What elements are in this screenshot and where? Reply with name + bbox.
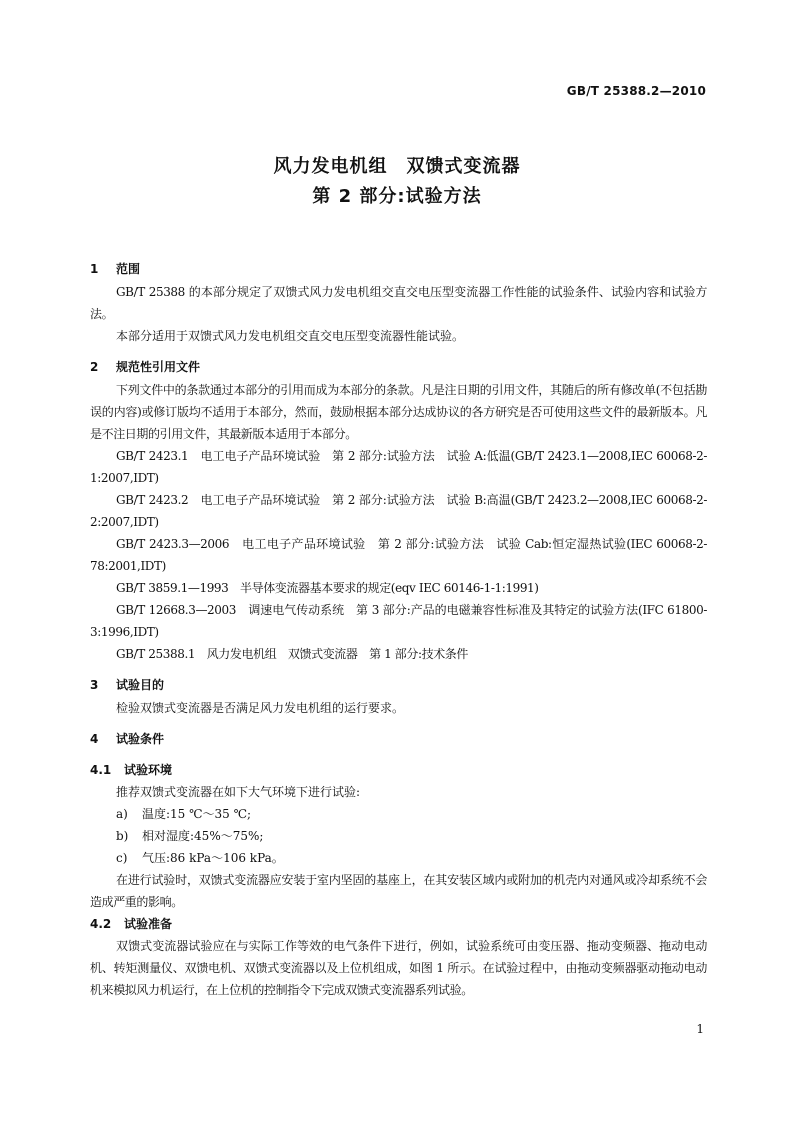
list-item — [90, 803, 707, 825]
list-text: 气压:86 kPa～106 kPa。 — [142, 851, 284, 865]
subsection-title: 试验环境 — [124, 763, 173, 777]
title-line-2: 第 2 部分:试验方法 — [312, 186, 482, 207]
list-marker: a) — [116, 807, 128, 821]
page-number: 1 — [696, 1022, 704, 1036]
list-text: 温度:15 ℃～35 ℃; — [142, 807, 252, 821]
list-marker: c) — [116, 851, 128, 865]
reference-item: GB/T 3859.1—1993 半导体变流器基本要求的规定(eqv IEC 60146-1-1:1991) — [116, 581, 539, 595]
document-title — [0, 152, 794, 212]
scope-applicability: 本部分适用于双馈式风力发电机组交直交电压型变流器性能试验。 — [116, 329, 465, 343]
references-intro: 下列文件中的条款通过本部分的引用而成为本部分的条款。凡是注日期的引用文件，其随后的所有修改单(不包括勘误的内容)或修订版均不适用于本部分，然而，鼓励根据本部分达成协议的各方研究是否可使用这些文件的最新版本。凡是不注日期的引用文件，其最新版本适用于本部分。 — [90, 383, 707, 441]
section-title: 规范性引用文件 — [116, 360, 201, 374]
scope-paragraph: GB/T 25388 的本部分规定了双馈式风力发电机组交直交电压型变流器工作性能的试验条件、试验内容和试验方法。 — [90, 285, 707, 321]
standard-code: GB/T 25388.2—2010 — [566, 84, 706, 98]
section-number: 2 — [90, 360, 99, 374]
installation-paragraph: 在进行试验时，双馈式变流器应安装于室内坚固的基座上，在其安装区域内或附加的机壳内对通风或冷却系统不会造成严重的影响。 — [90, 873, 707, 909]
section-number: 4 — [90, 732, 99, 746]
list-item — [90, 847, 707, 869]
reference-item: GB/T 2423.2 电工电子产品环境试验 第 2 部分:试验方法 试验 B:高温(GB/T 2423.2—2008,IEC 60068-2-2:2007,IDT) — [90, 493, 707, 529]
section-title: 试验目的 — [116, 678, 165, 692]
list-marker: b) — [116, 829, 129, 843]
subsection-4-2-heading — [90, 913, 707, 935]
reference-item: GB/T 2423.1 电工电子产品环境试验 第 2 部分:试验方法 试验 A:低温(GB/T 2423.1—2008,IEC 60068-2-1:2007,IDT) — [90, 449, 707, 485]
preparation-paragraph: 双馈式变流器试验应在与实际工作等效的电气条件下进行，例如，试验系统可由变压器、拖动变频器、拖动电动机、转矩测量仪、双馈电机、双馈式变流器以及上位机组成，如图 1 所示。在试验过程中，由拖动变频器驱动拖动电动机来模拟风力机运行，在上位机的控制指令下完成双馈式变流器系列试验。 — [90, 939, 707, 997]
section-title: 范围 — [116, 262, 141, 276]
section-1-heading — [90, 258, 707, 281]
environment-intro: 推荐双馈式变流器在如下大气环境下进行试验: — [116, 785, 361, 799]
list-item — [90, 825, 707, 847]
list-text: 相对湿度:45%～75%; — [142, 829, 264, 843]
subsection-4-1-heading — [90, 759, 707, 781]
section-4-heading — [90, 728, 707, 751]
reference-item: GB/T 12668.3—2003 调速电气传动系统 第 3 部分:产品的电磁兼容性标准及其特定的试验方法(IFC 61800-3:1996,IDT) — [90, 603, 707, 639]
section-title: 试验条件 — [116, 732, 165, 746]
subsection-title: 试验准备 — [124, 917, 173, 931]
purpose-paragraph: 检验双馈式变流器是否满足风力发电机组的运行要求。 — [116, 701, 405, 715]
reference-item: GB/T 25388.1 风力发电机组 双馈式变流器 第 1 部分:技术条件 — [116, 647, 468, 661]
section-3-heading — [90, 674, 707, 697]
section-2-heading — [90, 356, 707, 379]
reference-item: GB/T 2423.3—2006 电工电子产品环境试验 第 2 部分:试验方法 试验 Cab:恒定湿热试验(IEC 60068-2-78:2001,IDT) — [90, 537, 707, 573]
title-line-1: 风力发电机组 双馈式变流器 — [273, 156, 521, 177]
subsection-number: 4.1 — [90, 763, 112, 777]
document-body — [90, 258, 707, 1001]
section-number: 3 — [90, 678, 99, 692]
section-number: 1 — [90, 262, 99, 276]
subsection-number: 4.2 — [90, 917, 112, 931]
